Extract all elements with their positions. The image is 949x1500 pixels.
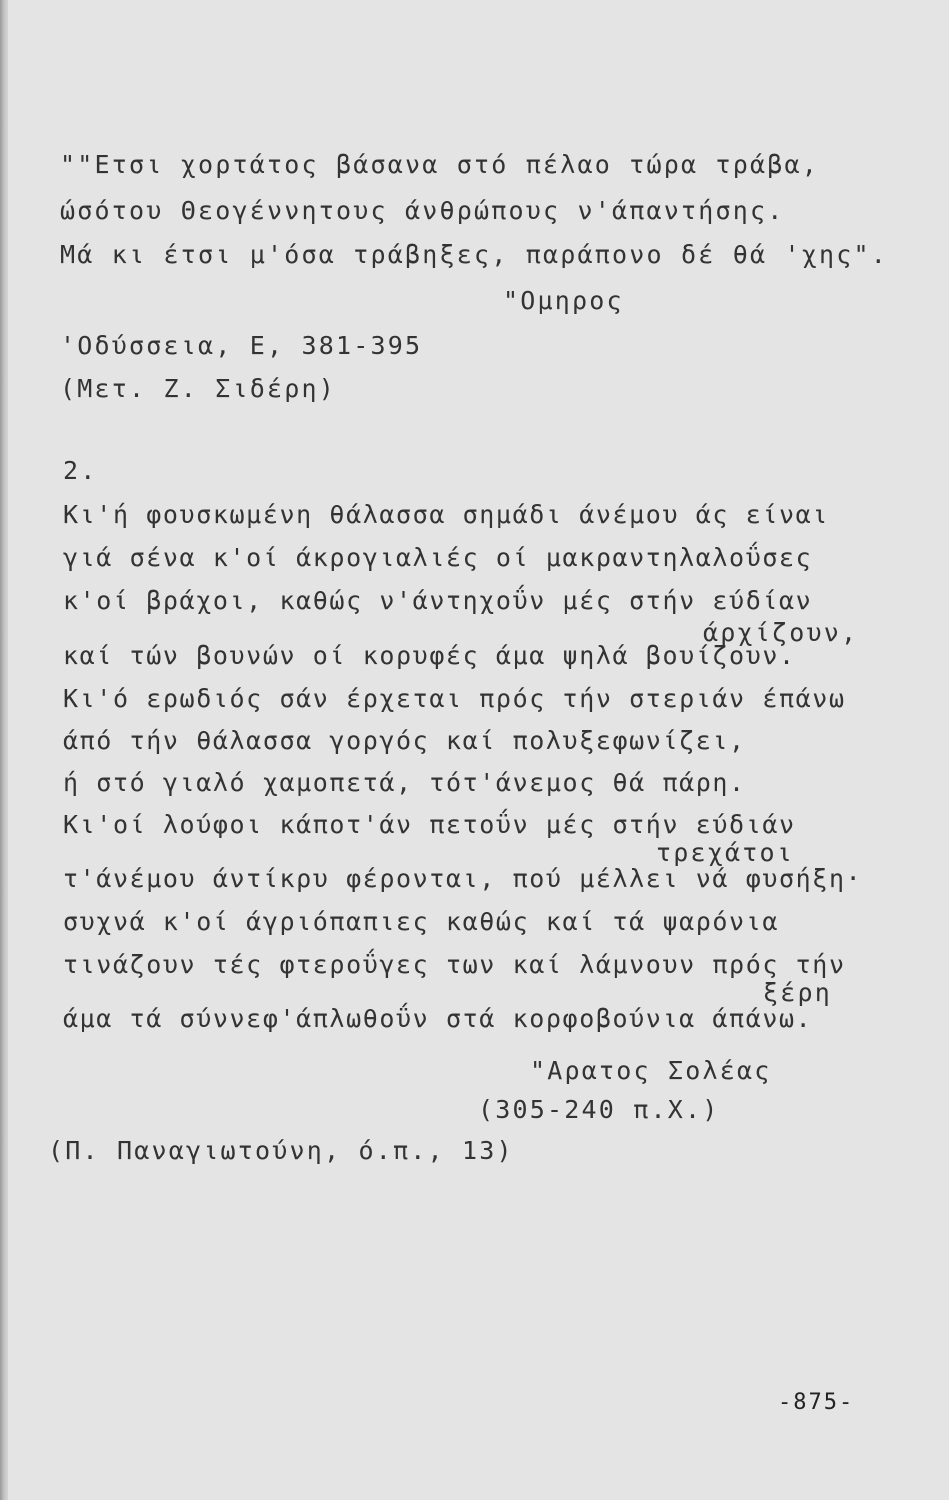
- binding-shadow: [0, 0, 8, 1500]
- quote1-author: "Ομηρος: [503, 286, 624, 315]
- poem-line-5: Κι'ό ερωδιός σάν έρχεται πρός τήν στεριάν έπάνω: [63, 684, 846, 713]
- poem-line-2: γιά σένα κ'οί άκρογιαλιές οί μακραντηλαλοΰσες: [63, 543, 813, 572]
- document-page: [8, 0, 949, 1500]
- poem-dates: (305-240 π.Χ.): [478, 1095, 720, 1124]
- quote1-source: 'Οδύσσεια, Ε, 381-395: [60, 331, 423, 360]
- poem-line-6: άπό τήν θάλασσα γοργός καί πολυξεφωνίζει,: [63, 726, 746, 755]
- section-number: 2.: [63, 456, 98, 485]
- poem-line-11: τινάζουν τές φτεροΰγες των καί λάμνουν πρός τήν: [63, 950, 846, 979]
- citation: (Π. Παναγιωτούνη, ό.π., 13): [48, 1136, 514, 1165]
- poem-line-3: κ'οί βράχοι, καθώς ν'άντηχοΰν μές στήν εύδίαν: [63, 586, 813, 615]
- poem-line-12: άμα τά σύννεφ'άπλωθοΰν στά κορφοβούνια άπάνω.: [63, 1004, 813, 1033]
- poem-line-11-continuation: ξέρη: [763, 978, 833, 1007]
- quote1-line-2: ώσότου Θεογέννητους άνθρώπους ν'άπαντήσης.: [60, 196, 785, 225]
- quote1-line-3: Μά κι έτσι μ'όσα τράβηξες, παράπονο δέ θά 'χης".: [60, 240, 889, 269]
- page-number: -875-: [778, 1390, 855, 1415]
- poem-line-9: τ'άνέμου άντίκρυ φέρονται, πού μέλλει νά φυσήξη·: [63, 864, 863, 893]
- poem-line-1: Κι'ή φουσκωμένη θάλασσα σημάδι άνέμου άς είναι: [63, 500, 829, 529]
- quote1-translator: (Μετ. Ζ. Σιδέρη): [60, 374, 337, 403]
- poem-line-4: καί τών βουνών οί κορυφές άμα ψηλά βουίζουν.: [63, 641, 796, 670]
- poem-line-8-continuation: τρεχάτοι: [656, 838, 795, 867]
- poem-line-3-continuation: άρχίζουν,: [703, 618, 859, 647]
- poem-line-7: ή στό γιαλό χαμοπετά, τότ'άνεμος θά πάρη.: [63, 768, 746, 797]
- poem-line-8: Κι'οί λούφοι κάποτ'άν πετοΰν μές στήν εύδιάν: [63, 810, 796, 839]
- poem-author: "Αρατος Σολέας: [530, 1056, 772, 1085]
- poem-line-10: συχνά κ'οί άγριόπαπιες καθώς καί τά ψαρόνια: [63, 907, 780, 936]
- quote1-line-1: ""Ετσι χορτάτος βάσανα στό πέλαο τώρα τράβα,: [60, 150, 820, 179]
